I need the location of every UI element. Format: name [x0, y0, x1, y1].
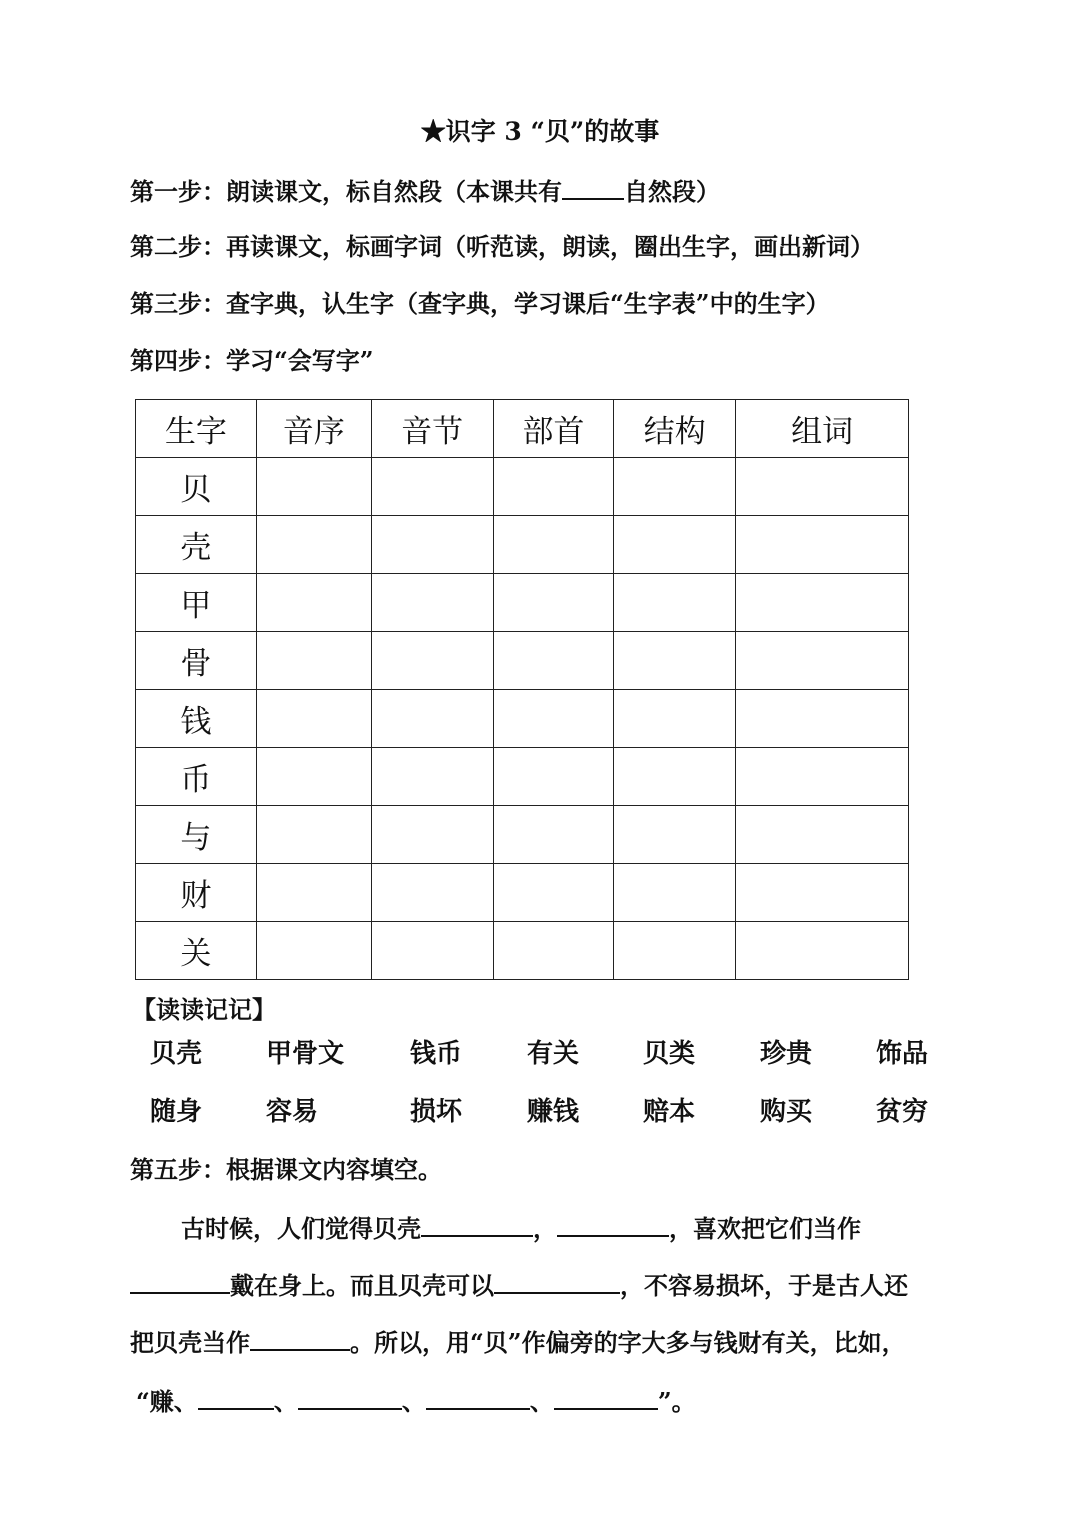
syllable-cell[interactable]: [371, 458, 493, 516]
pinyin-initial-cell[interactable]: [256, 864, 371, 922]
structure-cell[interactable]: [614, 690, 736, 748]
step-2: 第二步：再读课文，标画字词（听范读，朗读，圈出生字，画出新词）: [130, 232, 874, 261]
syllable-cell[interactable]: [371, 864, 493, 922]
word-cell[interactable]: [736, 690, 909, 748]
word-item: 赚钱: [527, 1097, 580, 1127]
fill-line-1: [181, 1207, 861, 1249]
table-row: [136, 922, 909, 980]
word-cell[interactable]: [736, 864, 909, 922]
column-header: 音节: [371, 400, 493, 458]
character-cell: 壳: [136, 516, 257, 574]
step-5: 第五步：根据课文内容填空。: [130, 1155, 442, 1184]
fill-line-4: [136, 1380, 696, 1422]
table-row: [136, 516, 909, 574]
radical-cell[interactable]: [493, 922, 614, 980]
word-item: 贝壳: [150, 1039, 203, 1069]
word-item: 容易: [266, 1097, 319, 1127]
table-row: [136, 574, 909, 632]
column-header: 结构: [614, 400, 736, 458]
fill-text: ，不容易损坏，于是古人还: [620, 1271, 908, 1300]
pinyin-initial-cell[interactable]: [256, 690, 371, 748]
fill-blank[interactable]: [421, 1207, 533, 1237]
fill-text: ”。: [657, 1387, 696, 1416]
table-row: [136, 690, 909, 748]
pinyin-initial-cell[interactable]: [256, 748, 371, 806]
column-header: 生字: [136, 400, 257, 458]
word-item: 有关: [527, 1039, 580, 1069]
radical-cell[interactable]: [493, 574, 614, 632]
fill-text: “赚、: [136, 1387, 198, 1416]
syllable-cell[interactable]: [371, 690, 493, 748]
character-cell: 骨: [136, 632, 257, 690]
pinyin-initial-cell[interactable]: [256, 806, 371, 864]
pinyin-initial-cell[interactable]: [256, 516, 371, 574]
syllable-cell[interactable]: [371, 806, 493, 864]
word-cell[interactable]: [736, 516, 909, 574]
pinyin-initial-cell[interactable]: [256, 458, 371, 516]
structure-cell[interactable]: [614, 458, 736, 516]
paragraph-count-blank[interactable]: [562, 170, 624, 200]
fill-line-3: [130, 1321, 906, 1363]
word-item: 购买: [760, 1097, 813, 1127]
character-cell: 关: [136, 922, 257, 980]
character-cell: 贝: [136, 458, 257, 516]
word-cell[interactable]: [736, 748, 909, 806]
word-item: 赔本: [643, 1097, 696, 1127]
radical-cell[interactable]: [493, 806, 614, 864]
word-item: 甲骨文: [266, 1039, 345, 1069]
word-item: 随身: [150, 1097, 203, 1127]
fill-blank[interactable]: [130, 1264, 230, 1294]
radical-cell[interactable]: [493, 458, 614, 516]
syllable-cell[interactable]: [371, 748, 493, 806]
radical-cell[interactable]: [493, 748, 614, 806]
fill-sep: 、: [273, 1387, 298, 1416]
radical-cell[interactable]: [493, 516, 614, 574]
fill-text: 古时候，人们觉得贝壳: [181, 1214, 421, 1243]
structure-cell[interactable]: [614, 516, 736, 574]
fill-sep: 、: [401, 1387, 426, 1416]
structure-cell[interactable]: [614, 574, 736, 632]
character-cell: 钱: [136, 690, 257, 748]
fill-text: 把贝壳当作: [130, 1328, 250, 1357]
structure-cell[interactable]: [614, 922, 736, 980]
character-cell: 与: [136, 806, 257, 864]
fill-blank[interactable]: [198, 1380, 274, 1410]
structure-cell[interactable]: [614, 748, 736, 806]
table-row: [136, 864, 909, 922]
step-4: 第四步：学习“会写字”: [130, 346, 374, 375]
word-cell[interactable]: [736, 922, 909, 980]
word-cell[interactable]: [736, 458, 909, 516]
radical-cell[interactable]: [493, 864, 614, 922]
fill-text: 。所以，用“贝”作偏旁的字大多与钱财有关，比如，: [350, 1328, 906, 1357]
word-item: 贝类: [643, 1039, 696, 1069]
fill-blank[interactable]: [298, 1380, 402, 1410]
fill-blank[interactable]: [250, 1321, 350, 1351]
structure-cell[interactable]: [614, 632, 736, 690]
word-item: 损坏: [410, 1097, 463, 1127]
fill-sep: 、: [529, 1387, 554, 1416]
column-header: 部首: [493, 400, 614, 458]
column-header: 组词: [736, 400, 909, 458]
page-title: ★识字 3 “贝”的故事: [420, 117, 660, 146]
fill-text: 戴在身上。而且贝壳可以: [230, 1271, 494, 1300]
step-3: 第三步：查字典，认生字（查字典，学习课后“生字表”中的生字）: [130, 289, 830, 318]
table-header-row: [136, 400, 909, 458]
word-item: 钱币: [410, 1039, 463, 1069]
character-cell: 甲: [136, 574, 257, 632]
syllable-cell[interactable]: [371, 574, 493, 632]
pinyin-initial-cell[interactable]: [256, 574, 371, 632]
fill-blank[interactable]: [494, 1264, 620, 1294]
radical-cell[interactable]: [493, 632, 614, 690]
pinyin-initial-cell[interactable]: [256, 922, 371, 980]
pinyin-initial-cell[interactable]: [256, 632, 371, 690]
fill-blank[interactable]: [557, 1207, 669, 1237]
table-row: [136, 632, 909, 690]
word-item: 珍贵: [760, 1039, 813, 1069]
syllable-cell[interactable]: [371, 516, 493, 574]
table-row: [136, 458, 909, 516]
step-1-text: 第一步：朗读课文，标自然段（本课共有: [130, 177, 562, 206]
step-1-tail: 自然段）: [624, 177, 720, 206]
radical-cell[interactable]: [493, 690, 614, 748]
fill-blank[interactable]: [426, 1380, 530, 1410]
structure-cell[interactable]: [614, 864, 736, 922]
fill-text: ，: [533, 1214, 557, 1243]
syllable-cell[interactable]: [371, 632, 493, 690]
step-1: [130, 170, 720, 212]
table-row: [136, 806, 909, 864]
column-header: 音序: [256, 400, 371, 458]
word-item: 饰品: [876, 1039, 929, 1069]
word-cell[interactable]: [736, 806, 909, 864]
table-row: [136, 748, 909, 806]
word-item: 贫穷: [876, 1097, 929, 1127]
syllable-cell[interactable]: [371, 922, 493, 980]
fill-blank[interactable]: [554, 1380, 658, 1410]
fill-text: ，喜欢把它们当作: [669, 1214, 861, 1243]
word-cell[interactable]: [736, 574, 909, 632]
character-cell: 财: [136, 864, 257, 922]
character-table: [135, 399, 909, 980]
fill-line-2: [130, 1264, 908, 1306]
reading-heading: 【读读记记】: [132, 995, 276, 1024]
structure-cell[interactable]: [614, 806, 736, 864]
character-cell: 币: [136, 748, 257, 806]
word-cell[interactable]: [736, 632, 909, 690]
